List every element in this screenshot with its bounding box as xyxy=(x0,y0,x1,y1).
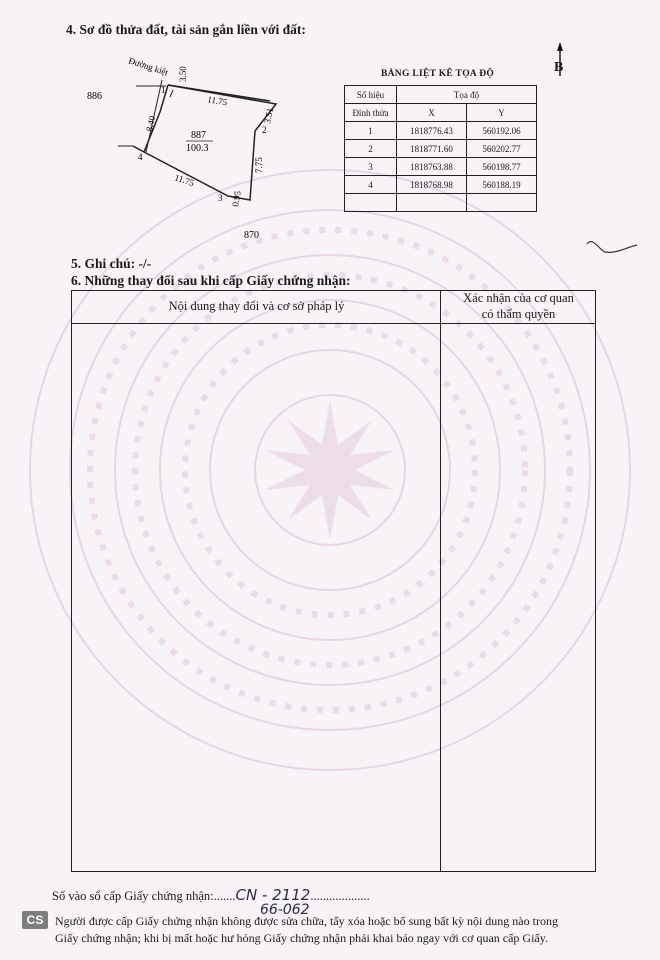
section5-title: 5. Ghi chú: -/- xyxy=(71,256,152,271)
vertex-1: 1 xyxy=(161,85,166,95)
col-id-top: Số hiệu xyxy=(345,86,397,104)
section4-title: 4. Sơ đồ thửa đất, tài sản gắn liền với đất: xyxy=(66,22,306,37)
section6-title: 6. Những thay đổi sau khi cấp Giấy chứng nhận: xyxy=(71,273,351,288)
row-x: 1818768.98 xyxy=(397,176,467,194)
parcel-number: 887 xyxy=(191,130,206,141)
neighbor-886: 886 xyxy=(87,91,102,102)
row-y: 560202.77 xyxy=(467,140,537,158)
table-row xyxy=(345,158,537,176)
dim-corner: 0.95 xyxy=(230,190,243,208)
row-y: 560198.77 xyxy=(467,158,537,176)
col-y-header: Y xyxy=(467,104,537,122)
col2-header-line2: có thẩm quyền xyxy=(481,307,556,321)
table-row xyxy=(345,140,537,158)
row-y: 560188.19 xyxy=(467,176,537,194)
note-line-2: Giấy chứng nhận; khi bị mất hoặc hư hỏng Giấy chứng nhận phải khai báo ngay với cơ quan cấp Giấy. xyxy=(55,931,548,945)
parcel-diagram xyxy=(0,0,660,260)
row-x: 1818763.88 xyxy=(397,158,467,176)
vertex-3: 3 xyxy=(218,193,223,203)
col-id-bottom: Đỉnh thửa xyxy=(345,104,397,122)
changes-table xyxy=(71,290,596,872)
dim-road: 3.50 xyxy=(178,66,188,82)
register-value: CN - 2112 xyxy=(235,886,311,904)
coord-table-title: BẢNG LIỆT KÊ TỌA ĐỘ xyxy=(381,69,495,79)
table-row xyxy=(345,176,537,194)
register-dots-after: ................... xyxy=(310,889,370,903)
row-x: 1818771.60 xyxy=(397,140,467,158)
register-label: Số vào sổ cấp Giấy chứng nhận: xyxy=(52,889,214,903)
vertex-2: 2 xyxy=(262,125,267,135)
row-y xyxy=(467,194,537,212)
col-x-header: X xyxy=(397,104,467,122)
table-row xyxy=(345,122,537,140)
row-id: 2 xyxy=(345,140,397,158)
dim-top: 11.75 xyxy=(206,94,229,108)
col-coord-header: Tọa độ xyxy=(397,86,537,104)
camscanner-watermark: CS xyxy=(22,911,48,929)
coord-table xyxy=(344,85,537,212)
note-line-1: Người được cấp Giấy chứng nhận không được sửa chữa, tẩy xóa hoặc bổ sung bất kỳ nội dung nào trong xyxy=(55,914,558,928)
row-id: 1 xyxy=(345,122,397,140)
changes-col-content xyxy=(72,291,441,871)
vertex-4: 4 xyxy=(138,152,143,162)
register-row xyxy=(52,886,370,904)
row-id: 4 xyxy=(345,176,397,194)
col2-header-line1: Xác nhận của cơ quan xyxy=(463,291,574,305)
parcel-area: 100.3 xyxy=(186,143,209,154)
row-id xyxy=(345,194,397,212)
row-id: 3 xyxy=(345,158,397,176)
register-value-2: 66-062 xyxy=(260,902,310,918)
pen-scribble xyxy=(585,232,655,262)
compass-label: B xyxy=(554,60,564,75)
row-x: 1818776.43 xyxy=(397,122,467,140)
register-dots: ....... xyxy=(213,889,236,903)
dim-bottom: 11.75 xyxy=(173,172,196,189)
row-x xyxy=(397,194,467,212)
row-y: 560192.06 xyxy=(467,122,537,140)
table-row xyxy=(345,194,537,212)
col1-header: Nội dung thay đổi và cơ sở pháp lý xyxy=(168,299,345,313)
dim-right-top: 3.51 xyxy=(262,106,276,125)
road-label: Đường kiệt xyxy=(127,55,170,78)
neighbor-870: 870 xyxy=(244,230,259,241)
dim-left: 8.40 xyxy=(144,114,158,133)
dim-right: 7.75 xyxy=(254,157,264,173)
